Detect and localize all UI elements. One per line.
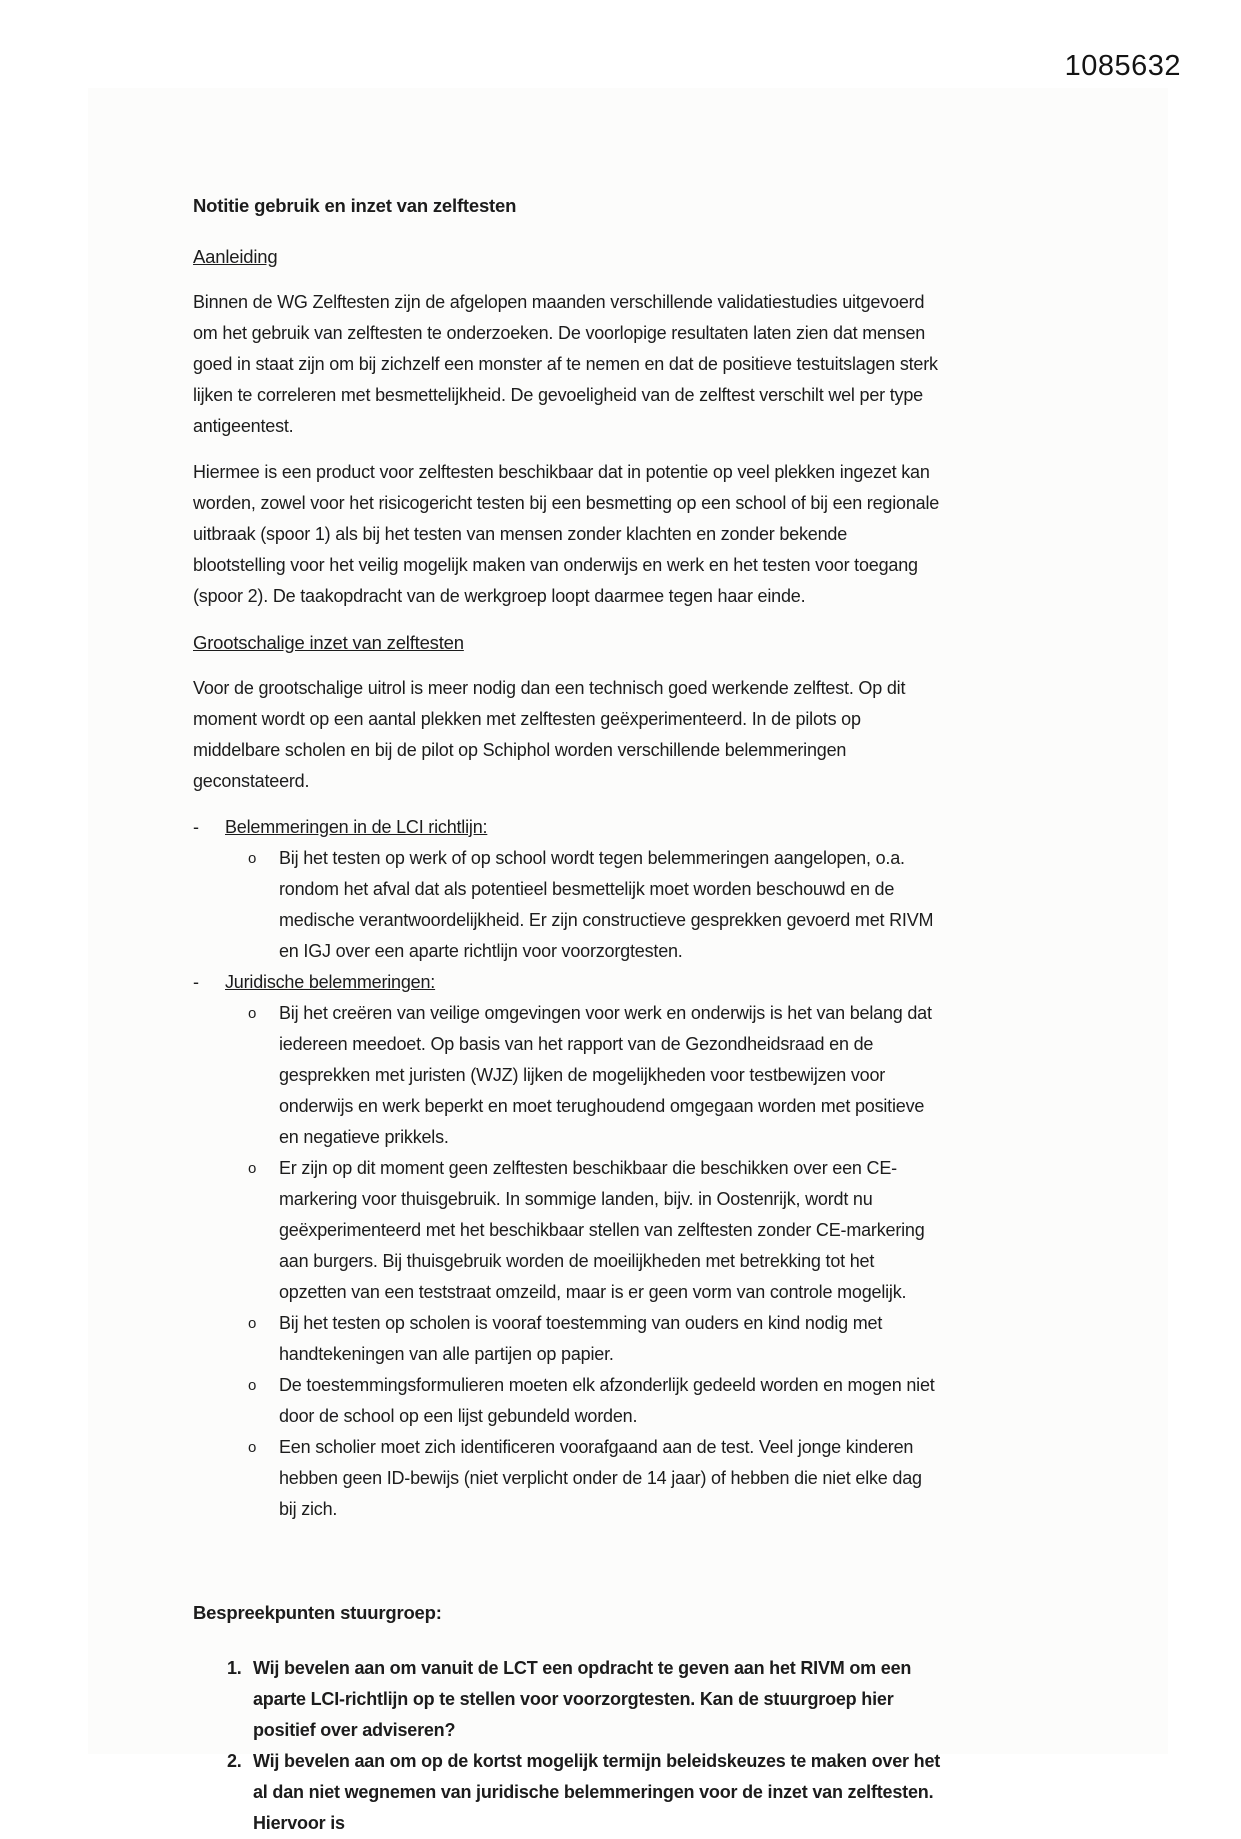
numbered-item bbox=[227, 1653, 943, 1746]
sub-bullet-text: De toestemmingsformulieren moeten elk afzonderlijk gedeeld worden en mogen niet door de school op een lijst gebundeld worden. bbox=[279, 1375, 935, 1426]
sub-bullet-text: Bij het creëren van veilige omgevingen voor werk en onderwijs is het van belang dat iedereen meedoet. Op basis van het rapport van de Gezondheidsraad en de gesprekken met juristen (WJZ) lijken de mogelijkheden voor testbewijzen voor onderwijs en werk beperkt en moet terughoudend omgegaan worden met positieve en negatieve prikkels. bbox=[279, 1003, 932, 1147]
circle-bullet-marker: o bbox=[248, 1439, 257, 1456]
paragraph-grootschalige-uitrol: Voor de grootschalige uitrol is meer nodig dan een technisch goed werkende zelftest. Op dit moment wordt op een aantal plekken met zelftesten geëxperimenteerd. In de pilots op middelbare scholen en bij de pilot op Schiphol worden verschillende belemmeringen geconstateerd. bbox=[193, 678, 906, 791]
section-heading-bespreekpunten: Bespreekpunten stuurgroep: bbox=[193, 1602, 442, 1623]
circle-bullet-marker: o bbox=[248, 850, 257, 867]
section-heading-grootschalige-inzet: Grootschalige inzet van zelftesten bbox=[193, 632, 464, 653]
paragraph-validatiestudies: Binnen de WG Zelftesten zijn de afgelopen maanden verschillende validatiestudies uitgevoerd om het gebruik van zelftesten te onderzoeken. De voorlopige resultaten laten zien dat mensen goed in staat zijn om bij zichzelf een monster af te nemen en dat de positieve testuitslagen sterk lijken te correleren met besmettelijkheid. De gevoeligheid van de zelftest verschilt wel per type antigeentest. bbox=[193, 292, 938, 436]
item-number: 1. bbox=[227, 1658, 242, 1678]
sub-bullet-item bbox=[248, 998, 943, 1153]
bullet-lci-richtlijn bbox=[193, 812, 943, 843]
sub-bullet-text: Bij het testen op scholen is vooraf toestemming van ouders en kind nodig met handtekeningen van alle partijen op papier. bbox=[279, 1313, 883, 1364]
item-text: Wij bevelen aan om vanuit de LCT een opdracht te geven aan het RIVM om een aparte LCI-richtlijn op te stellen voor voorzorgtesten. Kan de stuurgroep hier positief over adviseren? bbox=[253, 1658, 912, 1740]
circle-bullet-marker: o bbox=[248, 1377, 257, 1394]
bullet-label-lci: Belemmeringen in de LCI richtlijn: bbox=[225, 817, 488, 837]
section-heading-aanleiding: Aanleiding bbox=[193, 246, 278, 267]
sub-bullet-text: Er zijn op dit moment geen zelftesten beschikbaar die beschikken over een CE-markering voor thuisgebruik. In sommige landen, bijv. in Oostenrijk, wordt nu geëxperimenteerd met het beschikbaar stellen van zelftesten zonder CE-markering aan burgers. Bij thuisgebruik worden de moeilijkheden met betrekking tot het opzetten van een teststraat omzeild, maar is er geen vorm van controle mogelijk. bbox=[279, 1158, 925, 1302]
document-title: Notitie gebruik en inzet van zelftesten bbox=[193, 195, 517, 216]
dash-bullet-marker: - bbox=[193, 972, 199, 992]
sub-bullet-item bbox=[248, 1153, 943, 1308]
circle-bullet-marker: o bbox=[248, 1160, 257, 1177]
sub-bullet-item bbox=[248, 1308, 943, 1370]
sub-bullet-text: Een scholier moet zich identificeren voorafgaand aan de test. Veel jonge kinderen hebben geen ID-bewijs (niet verplicht onder de 14 jaar) of hebben die niet elke dag bij zich. bbox=[279, 1437, 922, 1519]
paragraph-product-beschikbaar: Hiermee is een product voor zelftesten beschikbaar dat in potentie op veel plekken ingezet kan worden, zowel voor het risicogericht testen bij een besmetting op een school of bij een regionale uitbraak (spoor 1) als bij het testen van mensen zonder klachten en zonder bekende blootstelling voor het veilig mogelijk maken van onderwijs en werk en het testen voor toegang (spoor 2). De taakopdracht van de werkgroep loopt daarmee tegen haar einde. bbox=[193, 462, 940, 606]
document-number: 1085632 bbox=[1064, 50, 1181, 82]
discussion-points-list bbox=[193, 1653, 943, 1839]
item-text: Wij bevelen aan om op de kortst mogelijk termijn beleidskeuzes te maken over het al dan niet wegnemen van juridische belemmeringen voor de inzet van zelftesten. Hiervoor is bbox=[253, 1751, 941, 1833]
sub-bullet-item bbox=[248, 1370, 943, 1432]
sub-bullet-text: Bij het testen op werk of op school wordt tegen belemmeringen aangelopen, o.a. rondom het afval dat als potentieel besmettelijk moet worden beschouwd en de medische verantwoordelijkheid. Er zijn constructieve gesprekken gevoerd met RIVM en IGJ over een aparte richtlijn voor voorzorgtesten. bbox=[279, 848, 934, 961]
bullet-label-juridisch: Juridische belemmeringen: bbox=[225, 972, 436, 992]
sub-bullet-item bbox=[248, 1432, 943, 1525]
numbered-item bbox=[227, 1746, 943, 1839]
document-content bbox=[193, 190, 943, 1839]
obstacles-list bbox=[193, 812, 943, 1525]
circle-bullet-marker: o bbox=[248, 1315, 257, 1332]
circle-bullet-marker: o bbox=[248, 1005, 257, 1022]
dash-bullet-marker: - bbox=[193, 817, 199, 837]
bullet-juridische-belemmeringen bbox=[193, 967, 943, 998]
item-number: 2. bbox=[227, 1751, 242, 1771]
sub-bullet-item bbox=[248, 843, 943, 967]
